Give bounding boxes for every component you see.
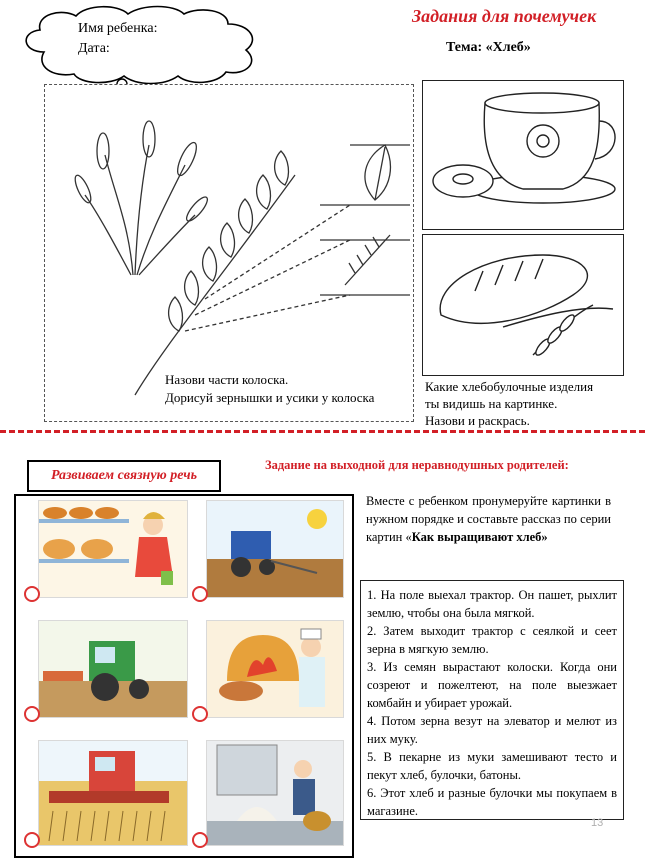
topic-label: Тема: «Хлеб»: [446, 40, 531, 55]
number-circle-3[interactable]: [24, 706, 40, 722]
picture-combine-harvester: [38, 740, 188, 846]
picture-shop: [38, 500, 188, 598]
story-steps-box: [360, 580, 624, 820]
picture-tractor-plough: [206, 500, 344, 598]
bakery-caption-line1: Какие хлебобулочные изделия: [425, 379, 594, 394]
child-name-label: Имя ребенка:: [78, 21, 158, 36]
story-step: 6. Этот хлеб и разные булочки мы покупаем в магазине.: [367, 786, 617, 818]
story-step: 3. Из семян вырастают колоски. Когда они созреют и пожелтеют, на поле выезжает комбайн и убирает урожай.: [367, 660, 617, 710]
cup-bagel-picture: [422, 80, 624, 230]
spikelet-worksheet-frame: [44, 84, 414, 422]
spikelet-caption-line2: Дорисуй зернышки и усики у колоска: [165, 390, 375, 405]
story-step: 5. В пекарне из муки замешивают тесто и пекут хлеб, булочки, батоны.: [367, 750, 617, 782]
instruction-text: Вместе с ребенком пронумеруйте картинки в нужном порядке и составьте рассказ по серии картин «Как выращивают хлеб»: [366, 494, 611, 544]
cup-drawing: [423, 81, 623, 229]
number-circle-2[interactable]: [192, 586, 208, 602]
story-step: 2. Затем выходит трактор с сеялкой и сеет зерна в мягкую землю.: [367, 624, 617, 656]
spikelet-caption-line1: Назови части колоска.: [165, 372, 289, 387]
picture-bakery: [206, 620, 344, 718]
story-steps: [367, 586, 617, 820]
picture-tractor-seeder: [38, 620, 188, 718]
page-number: 13: [591, 817, 604, 829]
page-title: Задания для почемучек: [412, 6, 597, 26]
date-label: Дата:: [78, 41, 110, 56]
bread-drawing: [423, 235, 623, 375]
number-circle-1[interactable]: [24, 586, 40, 602]
picture-series-frame: [14, 494, 354, 858]
story-step: 1. На поле выехал трактор. Он пашет, рыхлит землю, чтобы она была мягкой.: [367, 588, 617, 620]
number-circle-5[interactable]: [24, 832, 40, 848]
number-circle-6[interactable]: [192, 832, 208, 848]
speech-development-label: Развиваем связную речь: [27, 460, 221, 492]
bakery-caption-line2: ты видишь на картинке.: [425, 396, 558, 411]
bread-loaf-picture: [422, 234, 624, 376]
section-divider: [0, 430, 645, 433]
weekend-task-title: Задание на выходной для неравнодушных родителей:: [265, 458, 569, 472]
story-step: 4. Потом зерна везут на элеватор и мелют из них муку.: [367, 714, 617, 746]
name-cloud: [14, 2, 274, 94]
number-circle-4[interactable]: [192, 706, 208, 722]
bakery-caption-line3: Назови и раскрась.: [425, 413, 530, 428]
picture-mill: [206, 740, 344, 846]
